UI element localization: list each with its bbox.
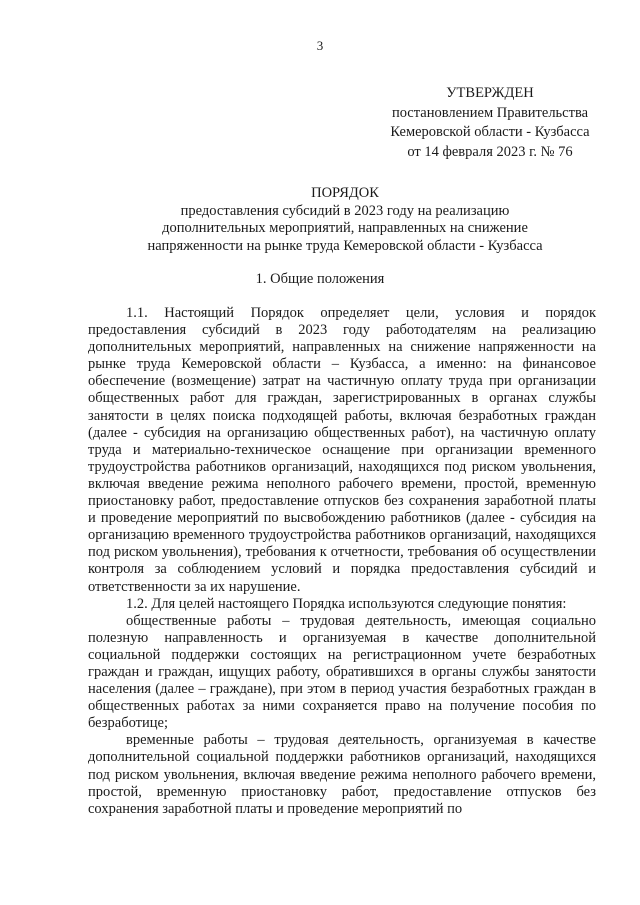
document-body <box>88 305 596 818</box>
title-line: напряженности на рынке труда Кемеровской области - Кузбасса <box>147 237 543 254</box>
page-number: 3 <box>316 38 324 53</box>
paragraph: 1.1. Настоящий Порядок определяет цели, условия и порядок предоставления субсидий в 2023 году работодателям на реализацию дополнительных мероприятий, направленных на снижение напряженности на рынке труда Кемеровской области – Кузбасса, а именно: на финансовое обеспечение (возмещение) затрат на частичную оплату труда при организации общественных работ для граждан, зарегистрированных в органах службы занятости в целях поиска подходящей работы, включая безработных граждан (далее - субсидия на организацию общественных работ), на частичную оплату труда и материально-техническое оснащение при организации временного трудоустройства работников организаций, находящихся под риском увольнения, включая введение режима неполного рабочего времени, простой, временную приостановку работ, предоставление отпусков без сохранения заработной платы и проведение мероприятий по высвобождению работников (далее - субсидия на организацию временного трудоустройства работников организаций, находящихся под риском увольнения), требования к отчетности, требования об осуществлении контроля за соблюдением условий и порядка предоставления субсидий и ответственности за их нарушение. <box>88 305 596 595</box>
approval-block <box>380 84 600 162</box>
approval-line: Кемеровской области - Кузбасса <box>390 124 590 140</box>
paragraph: временные работы – трудовая деятельность, организуемая в качестве дополнительной социальной поддержки работников организаций, находящихся под риском увольнения, включая введение режима неполного рабочего времени, простой, временную приостановку работ, предоставление отпусков без сохранения заработной платы и проведение мероприятий по <box>88 732 596 817</box>
title-heading: ПОРЯДОК <box>311 185 379 201</box>
title-line: предоставления субсидий в 2023 году на реализацию <box>180 202 510 219</box>
approval-line: постановлением Правительства <box>391 104 589 121</box>
document-title <box>80 185 610 255</box>
approval-heading: УТВЕРЖДЕН <box>446 85 534 101</box>
paragraph: общественные работы – трудовая деятельность, имеющая социально полезную направленность и организуемая в качестве дополнительной социальной поддержки состоящих на регистрационном учете безработных граждан и граждан, ищущих работу, обратившихся в органы службы занятости населения (далее – граждане), при этом в период участия безработных граждан в общественных работах за ними сохраняется право на получение пособия по безработице; <box>88 612 596 732</box>
title-line: дополнительных мероприятий, направленных на снижение <box>162 220 528 236</box>
approval-date: от 14 февраля 2023 г. № 76 <box>407 143 573 160</box>
paragraph: 1.2. Для целей настоящего Порядка используются следующие понятия: <box>126 595 567 612</box>
section-heading: 1. Общие положения <box>255 271 385 287</box>
